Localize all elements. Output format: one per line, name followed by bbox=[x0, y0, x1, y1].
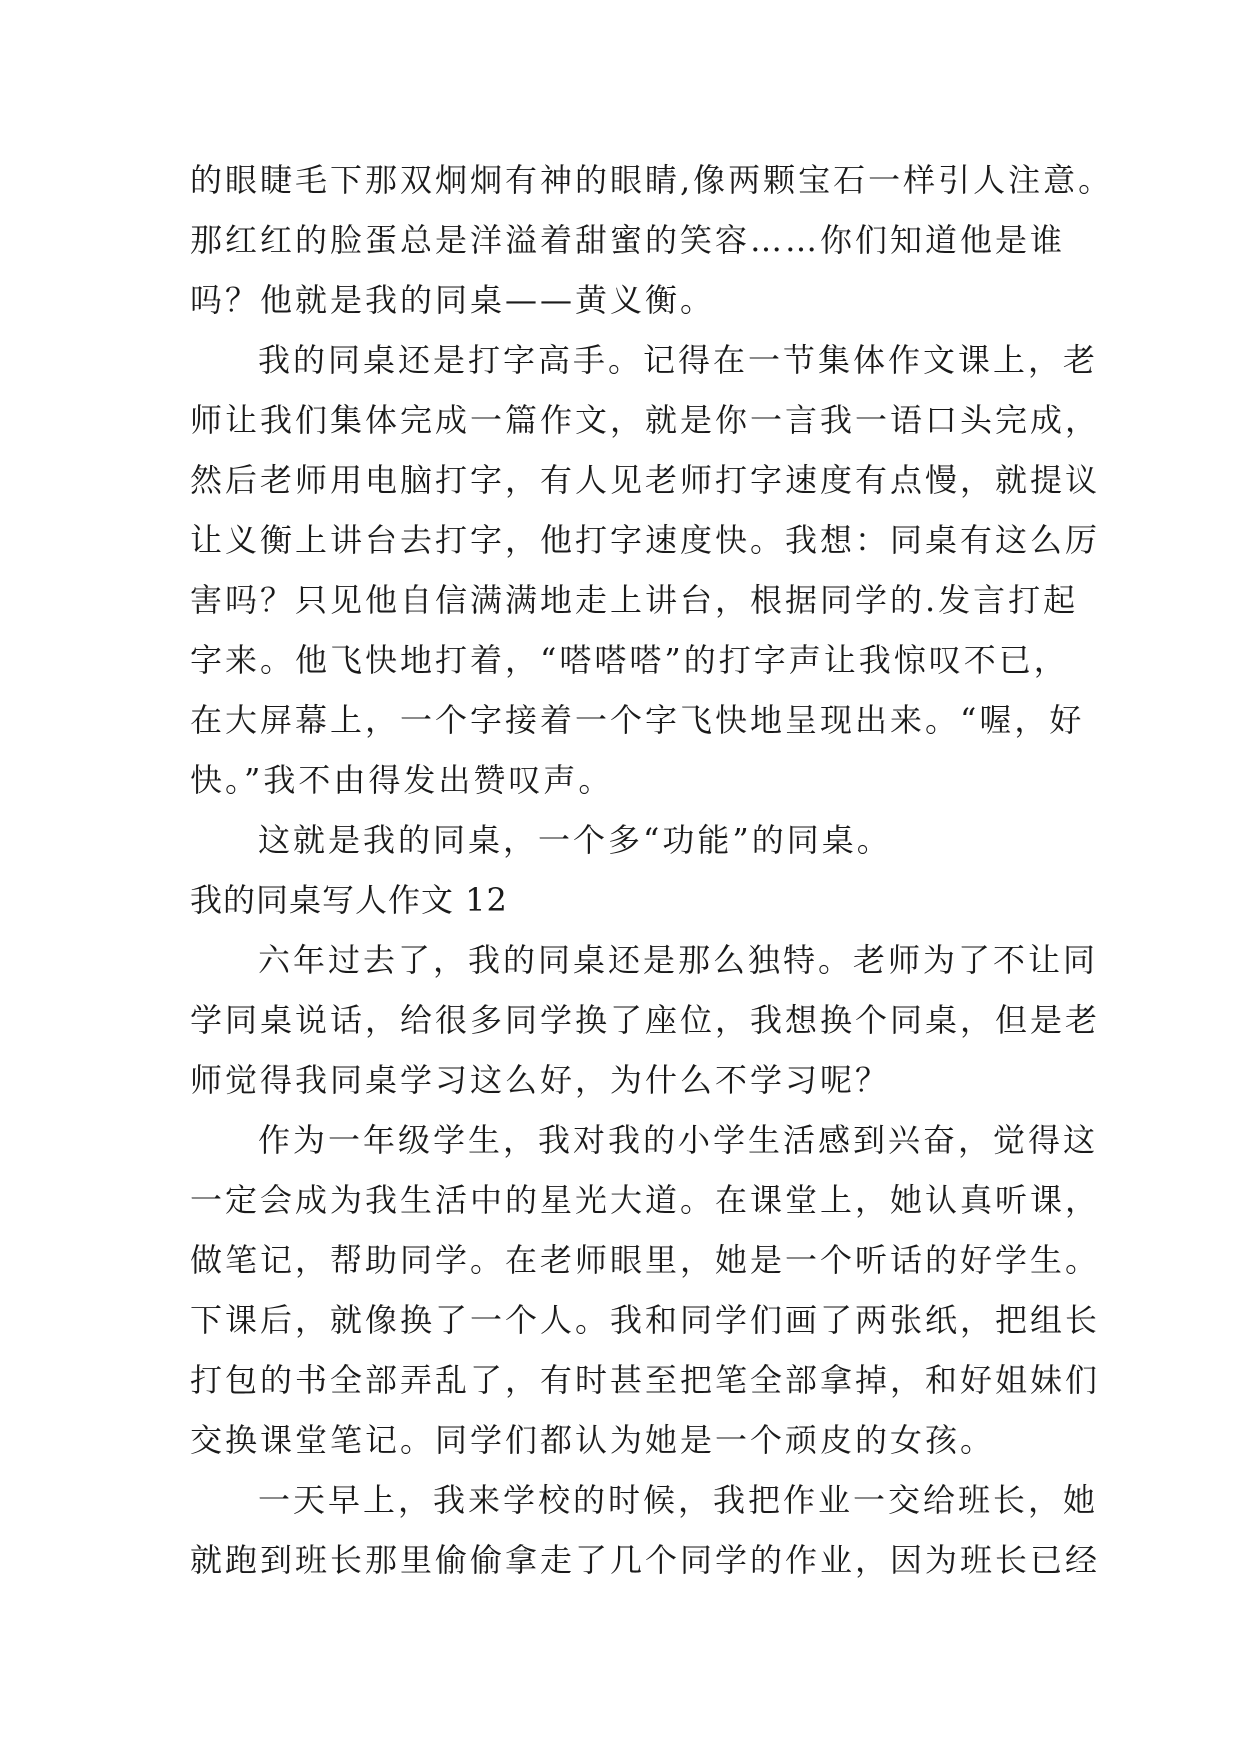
essay-body bbox=[190, 150, 1114, 1590]
text-line: 那红红的脸蛋总是洋溢着甜蜜的笑容……你们知道他是谁 bbox=[190, 221, 1066, 259]
text-line: 下课后，就像换了一个人。我和同学们画了两张纸，把组长 bbox=[190, 1301, 1101, 1339]
text-line: 快。”我不由得发出赞叹声。 bbox=[190, 761, 614, 799]
text-line: 做笔记，帮助同学。在老师眼里，她是一个听话的好学生。 bbox=[190, 1241, 1101, 1279]
text-line: 让义衡上讲台去打字，他打字速度快。我想：同桌有这么厉 bbox=[190, 521, 1101, 559]
text-line: 在大屏幕上，一个字接着一个字飞快地呈现出来。“喔，好 bbox=[190, 701, 1085, 739]
text-line: 就跑到班长那里偷偷拿走了几个同学的作业，因为班长已经 bbox=[190, 1541, 1101, 1579]
paragraph-start-line: 我的同桌还是打字高手。记得在一节集体作文课上，老 bbox=[258, 341, 1099, 379]
paragraph-start-line: 作为一年级学生，我对我的小学生活感到兴奋，觉得这 bbox=[258, 1121, 1099, 1159]
paragraph-start-line: 一天早上，我来学校的时候，我把作业一交给班长，她 bbox=[258, 1481, 1099, 1519]
text-line: 交换课堂笔记。同学们都认为她是一个顽皮的女孩。 bbox=[190, 1421, 996, 1459]
essay-heading: 我的同桌写人作文 12 bbox=[190, 881, 508, 919]
text-line: 字来。他飞快地打着，“嗒嗒嗒”的打字声让我惊叹不已， bbox=[190, 641, 1069, 679]
text-line: 一定会成为我生活中的星光大道。在课堂上，她认真听课， bbox=[190, 1181, 1101, 1219]
paragraph-start-line: 这就是我的同桌，一个多“功能”的同桌。 bbox=[258, 821, 892, 859]
text-line: 学同桌说话，给很多同学换了座位，我想换个同桌，但是老 bbox=[190, 1001, 1101, 1039]
text-line: 害吗？只见他自信满满地走上讲台，根据同学的.发言打起 bbox=[190, 581, 1079, 619]
text-line: 的眼睫毛下那双炯炯有神的眼睛,像两颗宝石一样引人注意。 bbox=[190, 161, 1114, 199]
text-line: 然后老师用电脑打字，有人见老师打字速度有点慢，就提议 bbox=[190, 461, 1101, 499]
text-line: 师觉得我同桌学习这么好，为什么不学习呢？ bbox=[190, 1061, 891, 1099]
text-line: 打包的书全部弄乱了，有时甚至把笔全部拿掉，和好姐妹们 bbox=[190, 1361, 1101, 1399]
text-line: 师让我们集体完成一篇作文，就是你一言我一语口头完成， bbox=[190, 401, 1101, 439]
text-line: 吗？他就是我的同桌——黄义衡。 bbox=[190, 281, 716, 319]
paragraph-start-line: 六年过去了，我的同桌还是那么独特。老师为了不让同 bbox=[258, 941, 1099, 979]
